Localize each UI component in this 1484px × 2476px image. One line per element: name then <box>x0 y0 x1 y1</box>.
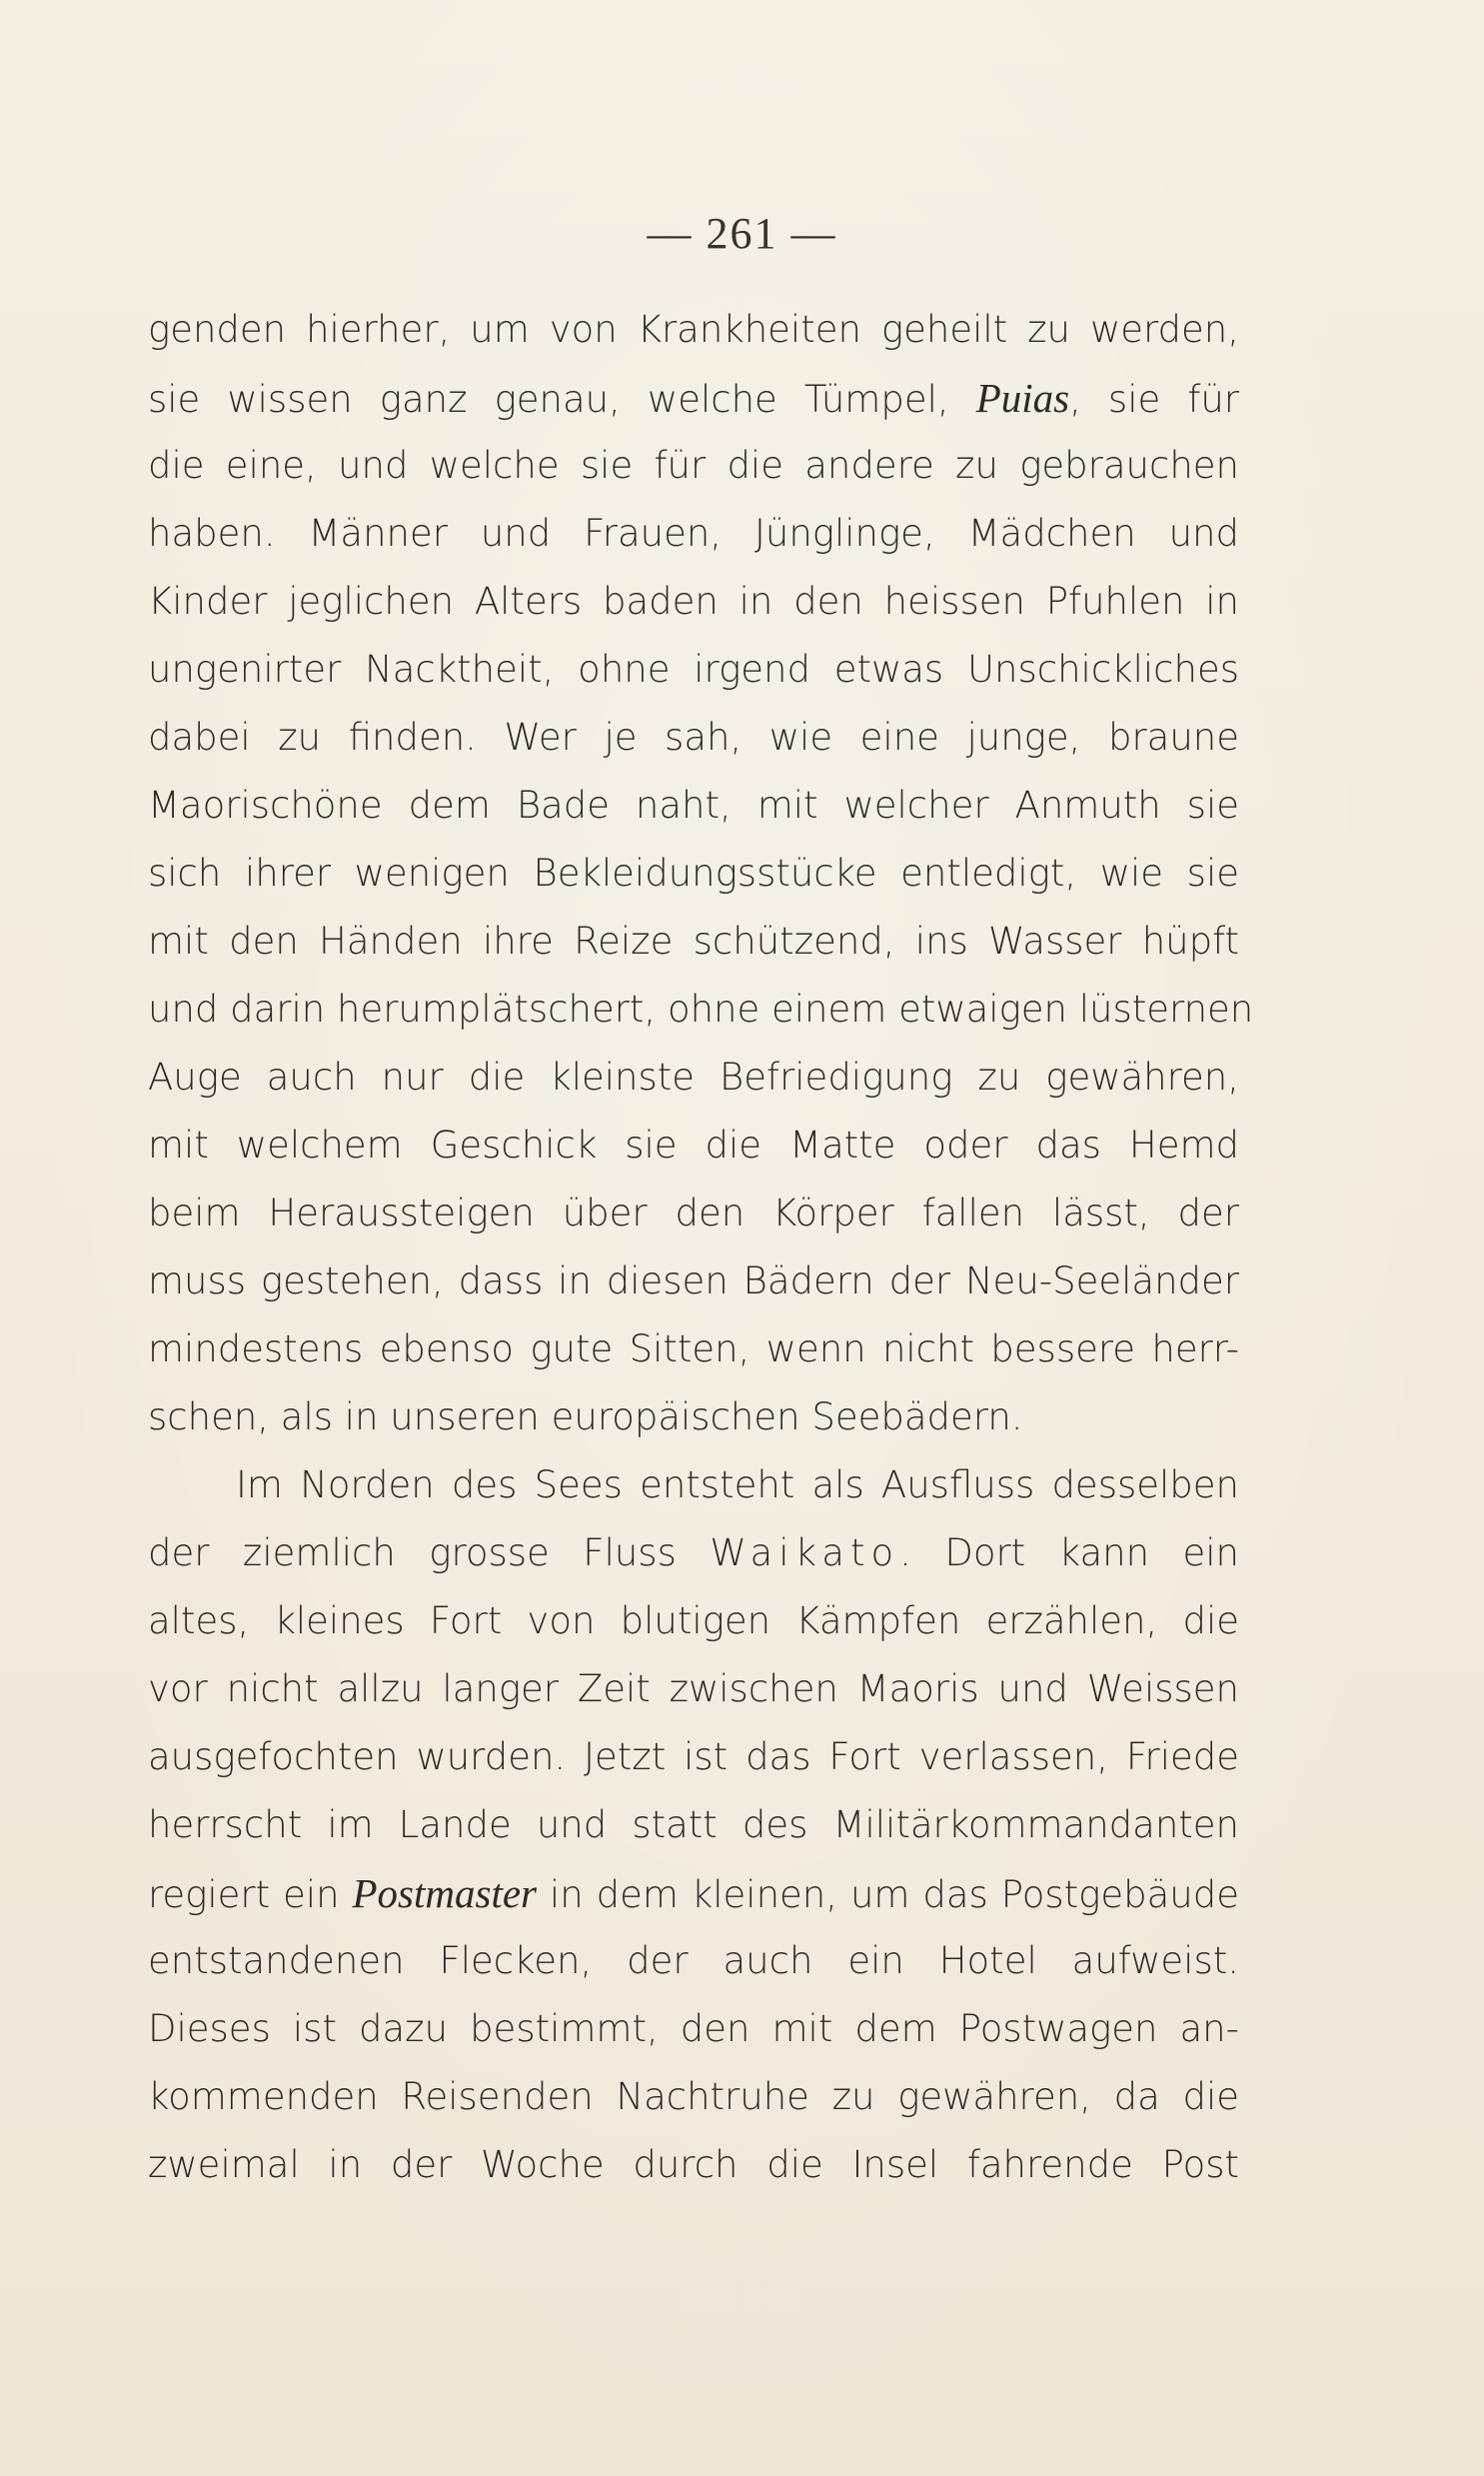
text-line: ausgefochten wurden. Jetzt ist das Fort verlassen, Friede <box>148 1735 1239 1778</box>
spaced-name: Waikato <box>710 1531 900 1574</box>
text-line: Im Norden des Sees entsteht als Ausfluss desselben <box>236 1463 1239 1506</box>
text-line: mindestens ebenso gute Sitten, wenn nicht bessere herr- <box>148 1327 1239 1370</box>
text-line: altes, kleines Fort von blutigen Kämpfen erzählen, die <box>148 1599 1239 1642</box>
text-line: Dieses ist dazu bestimmt, den mit dem Postwagen an- <box>148 2007 1239 2050</box>
text-line: Auge auch nur die kleinste Befriedigung zu gewähren, <box>148 1056 1239 1099</box>
text-line: der ziemlich grosse Fluss Waikato. Dort kann ein <box>148 1531 1239 1574</box>
text-line: mit den Händen ihre Reize schützend, ins Wasser hüpft <box>148 920 1239 963</box>
text-line: sie wissen ganz genau, welche Tümpel, Puias, sie für <box>148 375 1240 421</box>
text-line: genden hierher, um von Krankheiten geheilt zu werden, <box>148 308 1239 351</box>
text-line: sich ihrer wenigen Bekleidungsstücke entledigt, wie sie <box>148 852 1239 895</box>
text-line: Kinder jeglichen Alters baden in den heissen Pfuhlen in <box>148 580 1239 623</box>
body-text <box>148 296 1254 2199</box>
text-line: zweimal in der Woche durch die Insel fahrende Post <box>148 2143 1239 2186</box>
text-line: haben. Männer und Frauen, Jünglinge, Mädchen und <box>148 512 1239 555</box>
page-number: — 261 — <box>647 209 837 258</box>
text-line: regiert ein Postmaster in dem kleinen, um das Postgebäude <box>148 1870 1239 1916</box>
italic-term: Postmaster <box>352 1870 537 1916</box>
italic-term: Puias <box>975 375 1070 421</box>
text-line: die eine, und welche sie für die andere zu gebrauchen <box>148 444 1239 487</box>
text-line: dabei zu finden. Wer je sah, wie eine junge, braune <box>148 716 1239 759</box>
text-line: kommenden Reisenden Nachtruhe zu gewähren, da die <box>148 2075 1239 2118</box>
text-line: und darin herumplätschert, ohne einem etwaigen lüsternen <box>148 988 1254 1031</box>
text-line: beim Heraussteigen über den Körper fallen lässt, der <box>148 1192 1239 1235</box>
text-line: muss gestehen, dass in diesen Bädern der Neu-Seeländer <box>148 1259 1239 1302</box>
text-line: ungenirter Nacktheit, ohne irgend etwas Unschickliches <box>148 648 1239 691</box>
text-line: Maorischöne dem Bade naht, mit welcher Anmuth sie <box>148 784 1239 827</box>
text-line: vor nicht allzu langer Zeit zwischen Maoris und Weissen <box>148 1667 1239 1710</box>
text-line: mit welchem Geschick sie die Matte oder das Hemd <box>148 1124 1239 1167</box>
text-line: entstandenen Flecken, der auch ein Hotel aufweist. <box>148 1939 1239 1982</box>
text-line: herrscht im Lande und statt des Militärkommandanten <box>148 1803 1239 1846</box>
text-line: schen, als in unseren europäischen Seebädern. <box>148 1395 1023 1438</box>
